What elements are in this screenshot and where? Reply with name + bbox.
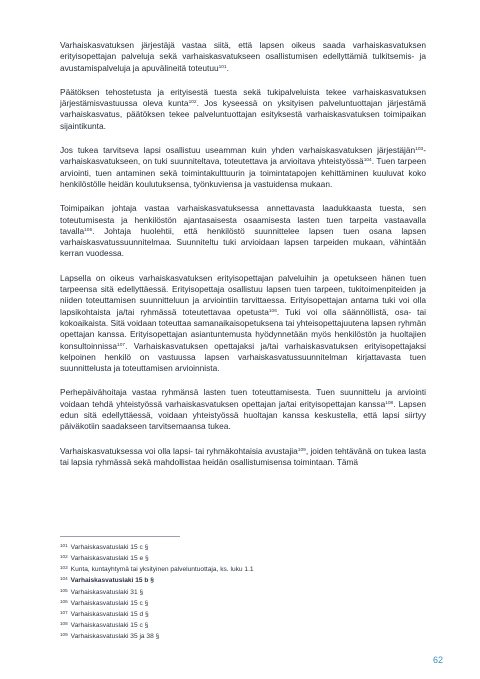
footnote-item: $^{104}$ Varhaiskasvatuslaki 15 b §: [60, 576, 154, 585]
footnote-divider: [60, 536, 180, 537]
paragraph-5: Lapsella on oikeus varhaiskasvatuksen erityisopettajan palveluihin ja opetukseen hänen tuen tarpeensa sitä edellyttäessä. Erityisopettaja osallistuu lapsen tuen tarpeen, tukitoimenpiteiden ja niiden toteuttamisen suunnitteluun ja arviointiin tarvittaessa. Erityisopettajan antama tuki voi olla lapsikohtaista ja/tai ryhmässä toteutettavaa opetusta$^{106}$. Tuki voi olla säännöllistä, osa- tai kokoaikaista. Sitä voidaan toteuttaa samanaikaisopetuksena tai yhteisopettajuutena lapsen ryhmän opettajan kanssa. Erityisopettajan asiantuntemusta hyödynnetään myös henkilöstön ja huoltajien konsultoinnissa$^{107}$. Varhaiskasvatuksen opettajaksi ja/tai varhaiskasvatuksen erityisopettajaksi kelpoinen henkilö on vastuussa lapsen varhaiskasvatussuunnitelman kirjattavasta tuen suunnittelusta ja toteuttamisen arvioinnista.: [60, 272, 426, 374]
footnote-item: $^{101}$ Varhaiskasvatuslaki 15 c §: [60, 543, 149, 551]
footnote-item: $^{103}$ Kunta, kuntayhtymä tai yksityinen palveluntuottaja, ks. luku 1.1: [60, 565, 254, 574]
footnote-item: $^{109}$ Varhaiskasvatuslaki 35 ja 38 §: [60, 632, 160, 641]
paragraph-6: Perhepäivähoitaja vastaa ryhmänsä lasten tuen toteuttamisesta. Tuen suunnittelu ja arviointi voidaan tehdä yhteistyössä varhaiskasvatuksen opettajan ja/tai erityisopettajan kanssa$^{108}$. Lapsen edun sitä edellyttäessä, voidaan yhteistyössä huoltajan kanssa keskustella, että lapsi siirtyy päiväkotiin saadakseen tarvitsemaansa tukea.: [60, 387, 426, 432]
footnote-ref[interactable]: 101: [218, 64, 227, 70]
paragraph-2: Päätöksen tehostetusta ja erityisestä tuesta sekä tukipalveluista tekee varhaiskasvatuksen järjestämisvastuussa oleva kunta$^{102}$. Jos kyseessä on yksityisen palveluntuottajan järjestämä varhaiskasvatus, päätöksen tekee palveluntuottajan esityksestä varhaiskasvatuksen toimipaikan sijaintikunta.: [60, 86, 426, 131]
footnote-ref[interactable]: 109: [297, 447, 306, 453]
page-number: 62: [433, 655, 444, 665]
paragraph-1: Varhaiskasvatuksen järjestäjä vastaa siitä, että lapsen oikeus saada varhaiskasvatuksen erityisopettajan palveluja sekä varhaiskasvatukseen osallistumisen edellyttämiä tulkitsemis- ja avustamispalveluja ja apuvälineitä toteutuu$^{101}$.: [60, 40, 426, 73]
footnote-item: $^{105}$ Varhaiskasvatuslaki 31 §: [60, 587, 144, 596]
footnote-ref[interactable]: 107: [117, 342, 126, 348]
footnote-ref[interactable]: 102: [188, 100, 197, 106]
footnote-item: $^{108}$ Varhaiskasvatuslaki 15 c §: [60, 621, 149, 630]
document-body: [60, 40, 426, 481]
footnote-ref[interactable]: 103: [415, 147, 424, 153]
footnote-item: $^{107}$ Varhaiskasvatuslaki 15 d §: [60, 609, 149, 618]
footnotes: [60, 541, 420, 641]
footnote-ref[interactable]: 104: [363, 158, 372, 164]
footnote-item: $^{106}$ Varhaiskasvatuslaki 15 c §: [60, 598, 149, 607]
footnote-item: $^{102}$ Varhaiskasvatuslaki 15 e §: [60, 554, 149, 563]
footnote-ref[interactable]: 108: [385, 400, 394, 406]
footnote-ref[interactable]: 106: [268, 308, 277, 314]
paragraph-4: Toimipaikan johtaja vastaa varhaiskasvatuksessa annettavasta laadukkaasta tuesta, sen toteutumisesta ja henkilöstön ajantasaisesta osaamisesta lasten tuen tarpeita vastaavalla tavalla$^{105}$. Johtaja huolehtii, että henkilöstö suunnittelee lapsen tuen osana lapsen varhaiskasvatussuunnitelmaa. Suunniteltu tuki arvioidaan lapsen tarpeiden mukaan, vähintään kerran vuodessa.: [60, 203, 426, 259]
footnote-ref[interactable]: 105: [84, 227, 93, 233]
paragraph-7: Varhaiskasvatuksessa voi olla lapsi- tai ryhmäkohtaisia avustajia$^{109}$, joiden tehtävänä on tukea lasta tai lapsia ryhmässä sekä mahdollistaa heidän osallistumisensa toimintaan. Tämä: [60, 445, 426, 467]
paragraph-3: Jos tukea tarvitseva lapsi osallistuu useamman kuin yhden varhaiskasvatuksen järjestäjän$^{103}$-varhaiskasvatukseen, on tuki suunniteltava, toteutettava ja arvioitava yhteistyössä$^{104}$. Tuen tarpeen arviointi, tuen antaminen sekä toimintakulttuurin ja toimintatapojen kehittäminen kuuluvat koko henkilöstölle heidän koulutuksensa, työnkuviensa ja vastuidensa mukaan.: [60, 145, 427, 189]
